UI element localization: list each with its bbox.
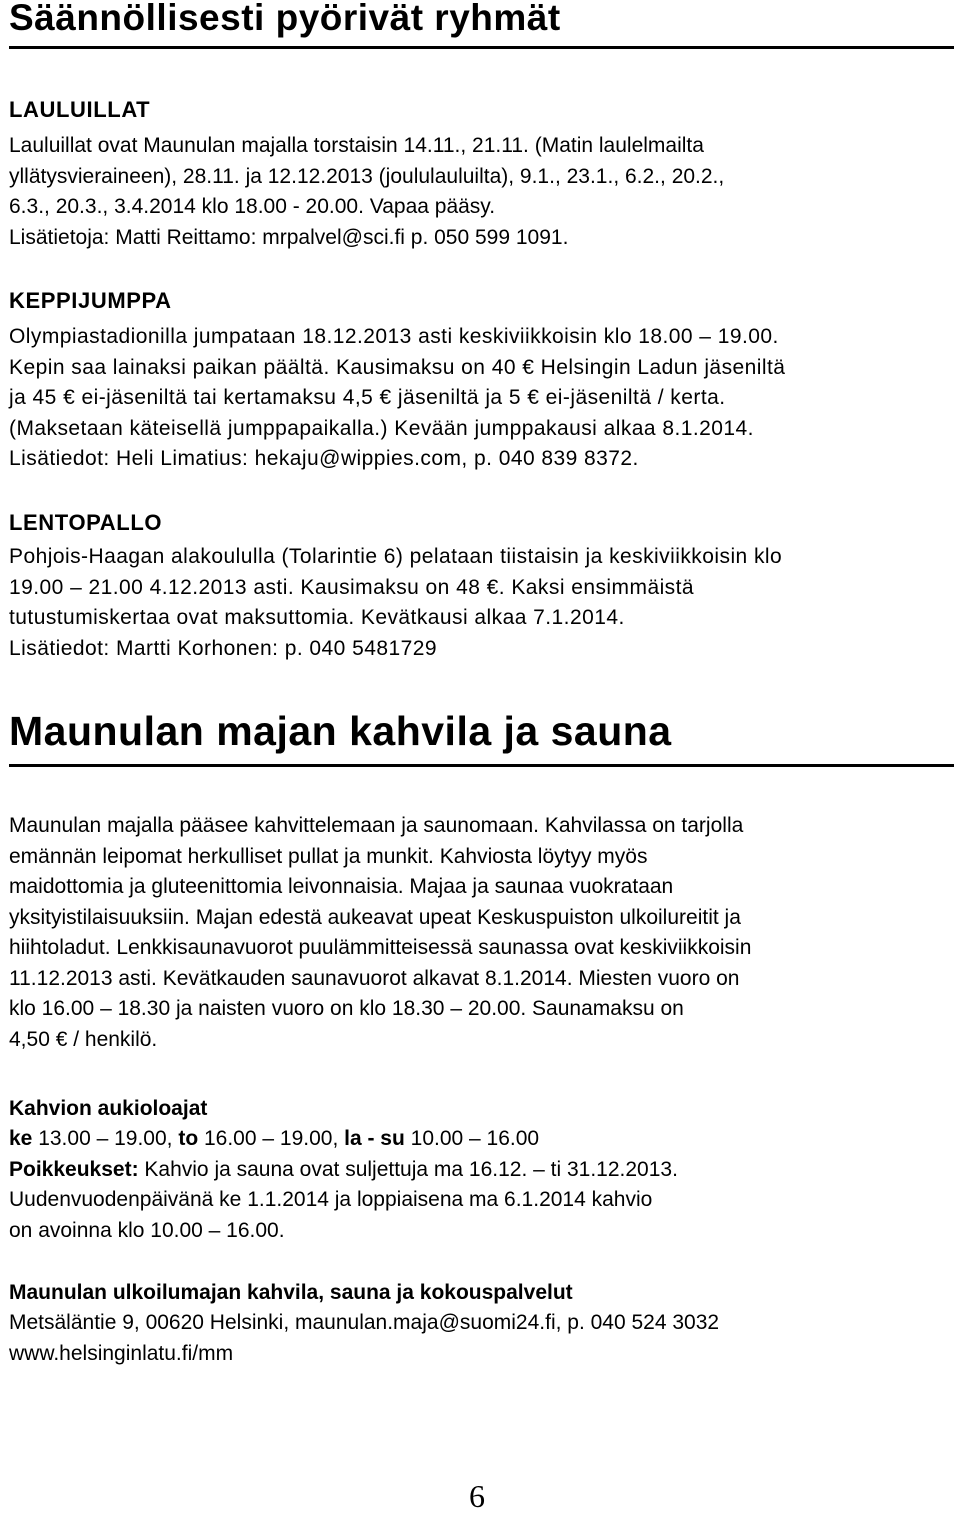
lauluillat-heading: LAULUILLAT: [9, 97, 151, 122]
text-line: emännän leipomat herkulliset pullat ja munkit. Kahviosta löytyy myös: [9, 844, 648, 868]
time-range: 10.00 – 16.00: [404, 1127, 540, 1150]
text-line: 11.12.2013 asti. Kevätkauden saunavuorot alkavat 8.1.2014. Miesten vuoro on: [9, 966, 740, 990]
text-line: (Maksetaan käteisellä jumppapaikalla.) Kevään jumppakausi alkaa 8.1.2014.: [9, 416, 754, 440]
day-label: la - su: [344, 1127, 405, 1150]
lauluillat-text: [9, 131, 954, 253]
text-line: 19.00 – 21.00 4.12.2013 asti. Kausimaksu on 48 €. Kaksi ensimmäistä: [9, 575, 695, 599]
keppijumppa-text: [9, 322, 954, 475]
text-line: tutustumiskertaa ovat maksuttomia. Kevätkausi alkaa 7.1.2014.: [9, 606, 625, 629]
cafe-divider: [9, 764, 954, 767]
cafe-title: Maunulan majan kahvila ja sauna: [9, 708, 672, 754]
exceptions-label: Poikkeukset:: [9, 1157, 139, 1181]
text-line: Lauluillat ovat Maunulan majalla torstaisin 14.11., 21.11. (Matin laulelmailta: [9, 134, 704, 157]
hours-heading: Kahvion aukioloajat: [9, 1097, 208, 1120]
cafe-text: [9, 811, 954, 1055]
contact-website: www.helsinginlatu.fi/mm: [9, 1341, 234, 1365]
text-line: Lisätiedot: Heli Limatius: hekaju@wippies.com, p. 040 839 8372.: [9, 447, 639, 470]
text-line: maidottomia ja gluteenittomia leivonnaisia. Majaa ja saunaa vuokrataan: [9, 875, 674, 898]
text-line: Uudenvuodenpäivänä ke 1.1.2014 ja loppiaisena ma 6.1.2014 kahvio: [9, 1188, 653, 1211]
time-range: 16.00 – 19.00,: [198, 1127, 345, 1150]
text-line: Lisätiedot: Martti Korhonen: p. 040 5481729: [9, 636, 437, 660]
text-line: Kepin saa lainaksi paikan päältä. Kausimaksu on 40 € Helsingin Ladun jäseniltä: [9, 355, 786, 379]
page-number: 6: [469, 1478, 485, 1514]
text-line: yksityistilaisuuksiin. Majan edestä aukeavat upeat Keskuspuiston ulkoilureitit ja: [9, 905, 741, 929]
time-range: 13.00 – 19.00,: [32, 1127, 179, 1150]
contact-address: Metsäläntie 9, 00620 Helsinki, maunulan.maja@suomi24.fi, p. 040 524 3032: [9, 1311, 720, 1334]
day-label: to: [178, 1127, 199, 1150]
opening-hours-line: [9, 1124, 954, 1155]
contact-heading: Maunulan ulkoilumajan kahvila, sauna ja kokouspalvelut: [9, 1281, 573, 1304]
text-line: Maunulan majalla pääsee kahvittelemaan ja saunomaan. Kahvilassa on tarjolla: [9, 814, 744, 837]
contact-text: [9, 1308, 954, 1369]
title-divider: [9, 46, 954, 49]
lentopallo-text: [9, 542, 954, 664]
text-line: 4,50 € / henkilö.: [9, 1027, 158, 1051]
exceptions-line: [9, 1155, 954, 1186]
text-line: 6.3., 20.3., 3.4.2014 klo 18.00 - 20.00. Vapaa pääsy.: [9, 195, 496, 218]
page-title: Säännöllisesti pyörivät ryhmät: [9, 0, 561, 38]
hours-text: [9, 1124, 954, 1246]
text-line: hiihtoladut. Lenkkisaunavuorot puulämmitteisessä saunassa ovat keskiviikkoisin: [9, 936, 752, 959]
lentopallo-heading: LENTOPALLO: [9, 510, 163, 535]
text-line: klo 16.00 – 18.30 ja naisten vuoro on klo 18.30 – 20.00. Saunamaksu on: [9, 997, 684, 1020]
exceptions-text: Kahvio ja sauna ovat suljettuja ma 16.12. – ti 31.12.2013.: [138, 1157, 678, 1181]
text-line: Olympiastadionilla jumpataan 18.12.2013 asti keskiviikkoisin klo 18.00 – 19.00.: [9, 325, 779, 348]
text-line: Pohjois-Haagan alakoululla (Tolarintie 6) pelataan tiistaisin ja keskiviikkoisin klo: [9, 545, 783, 568]
text-line: ja 45 € ei-jäseniltä tai kertamaksu 4,5 € jäseniltä ja 5 € ei-jäseniltä / kerta.: [9, 386, 726, 409]
text-line: Lisätietoja: Matti Reittamo: mrpalvel@sci.fi p. 050 599 1091.: [9, 225, 569, 249]
day-label: ke: [9, 1127, 33, 1150]
keppijumppa-heading: KEPPIJUMPPA: [9, 288, 172, 313]
text-line: yllätysvieraineen), 28.11. ja 12.12.2013 (joululauluilta), 9.1., 23.1., 6.2., 20.2.,: [9, 164, 725, 188]
text-line: on avoinna klo 10.00 – 16.00.: [9, 1218, 285, 1242]
